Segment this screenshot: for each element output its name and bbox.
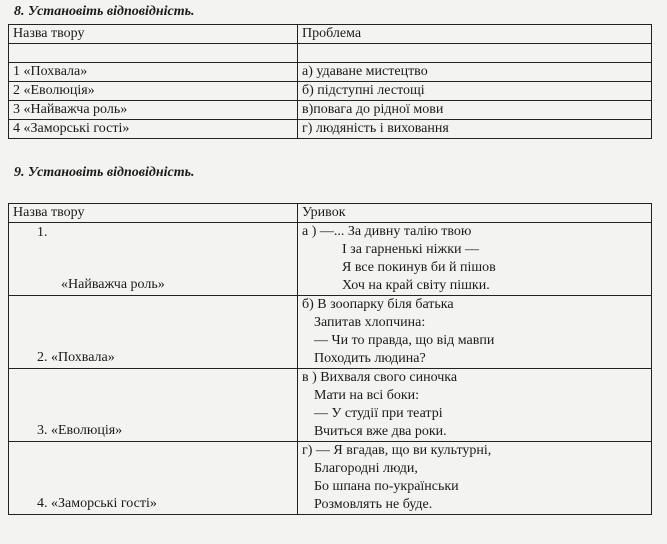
table-row — [9, 120, 652, 139]
table-header-row — [9, 204, 652, 223]
excerpt-line: г) — Я вгадав, що ви культурні, — [302, 443, 492, 458]
excerpt-line: Розмовлять не буде. — [314, 497, 433, 512]
table-row — [9, 101, 652, 120]
work-cell — [9, 442, 298, 515]
work-cell — [9, 369, 298, 442]
excerpt-line: І за гарненькі ніжки — — [342, 242, 479, 257]
table-row — [9, 442, 652, 515]
work-title: 3. «Еволюція» — [37, 423, 123, 438]
problem-cell: г) людяність і виховання — [298, 120, 652, 139]
problem-cell: а) удаване мистецтво — [298, 63, 652, 82]
excerpt-line: а ) —... За дивну талію твою — [302, 224, 472, 239]
excerpt-line: Хоч на край світу пішки. — [342, 278, 490, 293]
excerpt-line: Я все покинув би й пішов — [342, 260, 496, 275]
task-8-heading: 8. Установіть відповідність. — [14, 4, 195, 19]
work-cell: 4 «Заморські гості» — [9, 120, 298, 139]
column-header-work: Назва твору — [9, 25, 298, 44]
excerpt-line: Вчиться вже два роки. — [314, 424, 447, 439]
column-header-work: Назва твору — [9, 204, 298, 223]
column-header-problem: Проблема — [298, 25, 652, 44]
problem-cell: б) підступні лестощі — [298, 82, 652, 101]
excerpt-line: в ) Вихваля свого синочка — [302, 370, 458, 385]
excerpt-line: — Чи то правда, що від мавпи — [314, 333, 495, 348]
work-cell — [9, 223, 298, 296]
work-cell — [9, 296, 298, 369]
table-row — [9, 369, 652, 442]
task-8-table — [8, 24, 652, 139]
excerpt-cell — [298, 442, 652, 515]
excerpt-cell — [298, 223, 652, 296]
table-row — [9, 296, 652, 369]
problem-cell: в)повага до рідної мови — [298, 101, 652, 120]
work-title: «Найважча роль» — [61, 277, 165, 292]
work-title: 2. «Похвала» — [37, 350, 115, 365]
work-cell: 3 «Найважча роль» — [9, 101, 298, 120]
work-title: 4. «Заморські гості» — [37, 496, 157, 511]
excerpt-line: б) В зоопарку біля батька — [302, 297, 454, 312]
task-9-heading: 9. Установіть відповідність. — [14, 165, 195, 180]
table-header-row — [9, 25, 652, 44]
work-cell: 2 «Еволюція» — [9, 82, 298, 101]
table-row — [9, 63, 652, 82]
work-cell: 1 «Похвала» — [9, 63, 298, 82]
excerpt-cell — [298, 369, 652, 442]
empty-row — [9, 44, 652, 63]
table-row — [9, 82, 652, 101]
column-header-excerpt: Уривок — [298, 204, 652, 223]
empty-cell — [298, 44, 652, 63]
excerpt-line: Запитав хлопчина: — [314, 315, 426, 330]
empty-cell — [9, 44, 298, 63]
excerpt-line: — У студії при театрі — [314, 406, 443, 421]
excerpt-cell — [298, 296, 652, 369]
task-9-table — [8, 203, 652, 515]
excerpt-line: Мати на всі боки: — [314, 388, 420, 403]
table-row — [9, 223, 652, 296]
excerpt-line: Благородні люди, — [314, 461, 418, 476]
work-number: 1. — [37, 225, 48, 240]
excerpt-line: Походить людина? — [314, 351, 426, 366]
excerpt-line: Бо шпана по-українськи — [314, 479, 459, 494]
